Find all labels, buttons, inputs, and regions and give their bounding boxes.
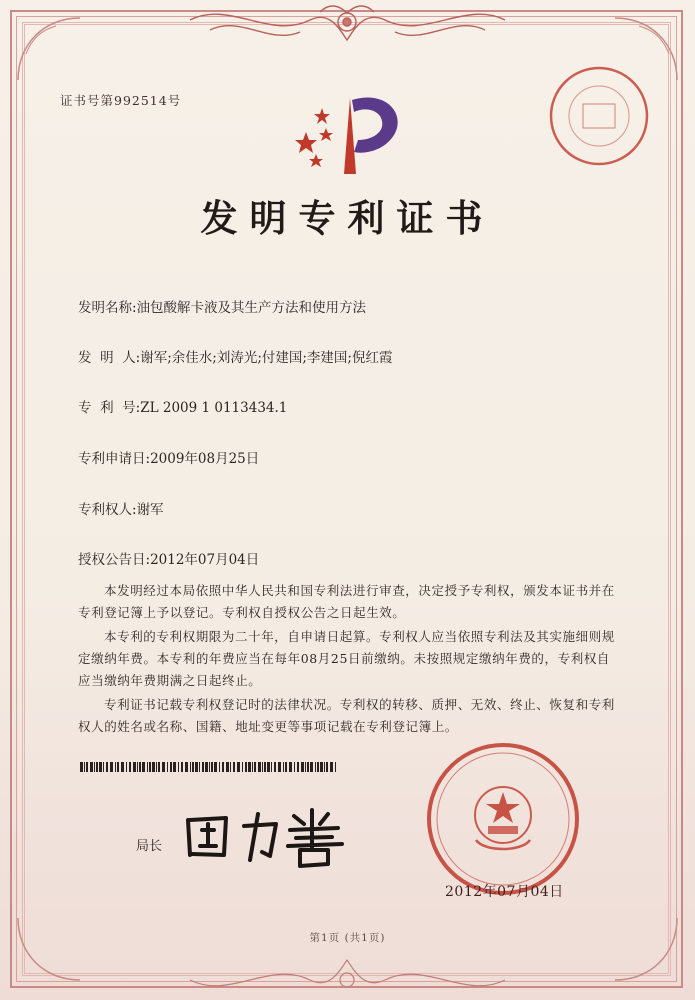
barcode-bar <box>86 762 88 772</box>
top-ornament <box>180 0 515 58</box>
seal-date: 2012年07月04日 <box>445 884 564 900</box>
field-grant-date <box>78 548 259 568</box>
barcode-bar <box>181 762 183 772</box>
field-application-date <box>78 447 259 467</box>
barcode-bar <box>147 762 148 772</box>
barcode-bar <box>214 762 217 772</box>
barcode-bar <box>173 762 176 772</box>
barcode-bar <box>278 762 281 772</box>
barcode-bar <box>254 762 256 772</box>
barcode-bar <box>252 762 253 772</box>
certificate-number: 证书号第992514号 <box>60 93 182 108</box>
field-value: 谢军 <box>136 502 164 518</box>
field-patent-number <box>78 396 287 416</box>
director-signature <box>178 800 358 870</box>
barcode-bar <box>202 762 204 772</box>
barcode-bar <box>90 762 93 772</box>
barcode-bar <box>129 762 131 772</box>
barcode-bar <box>301 762 304 772</box>
barcode-bar <box>110 762 113 772</box>
body-paragraph: 本专利的专利权期限为二十年，自申请日起算。专利权人应当依照专利法及其实施细则规定缴纳年费。本专利的年费应当在每年08月25日前缴纳。未按照规定缴纳年费的，专利权自应当缴纳年费期满之日起终止。 <box>78 629 615 688</box>
barcode-bar <box>285 762 287 772</box>
certificate-body <box>78 580 618 738</box>
barcode-bar <box>192 762 194 772</box>
barcode-bar <box>262 762 263 772</box>
barcode-bar <box>320 762 323 772</box>
barcode-bar <box>294 762 295 772</box>
corner-ornament-top-left <box>14 14 84 84</box>
barcode-bar <box>245 762 247 772</box>
barcode-bar <box>121 762 124 772</box>
barcode-bar <box>335 762 336 772</box>
page-number: 第1页 (共1页) <box>309 932 386 944</box>
barcode-bar <box>209 762 210 772</box>
barcode-bar <box>211 762 213 772</box>
barcode-bar <box>126 762 127 772</box>
barcode-bar <box>267 762 270 772</box>
barcode-bar <box>137 762 138 772</box>
barcode <box>80 762 340 772</box>
barcode-bar <box>158 762 160 772</box>
field-label: 专利权人: <box>78 502 137 518</box>
barcode-bar <box>199 762 200 772</box>
barcode-bar <box>149 762 151 772</box>
barcode-bar <box>99 762 102 772</box>
barcode-bar <box>117 762 119 772</box>
barcode-bar <box>190 762 191 772</box>
barcode-bar <box>305 762 306 772</box>
certificate-title: 发明专利证书 <box>200 196 495 240</box>
field-value: ZL 2009 1 0113434.1 <box>140 400 288 416</box>
field-patentee <box>78 498 164 518</box>
barcode-bar <box>271 762 272 772</box>
barcode-bar <box>106 762 108 772</box>
field-value: 谢军;余佳水;刘涛光;付建国;李建国;倪红霞 <box>140 350 393 366</box>
barcode-bar <box>170 762 172 772</box>
barcode-bar <box>96 762 98 772</box>
field-label: 专利申请日: <box>78 451 151 467</box>
field-value: 2012年07月04日 <box>150 552 260 568</box>
barcode-bar <box>152 762 155 772</box>
barcode-bar <box>103 762 104 772</box>
barcode-bar <box>315 762 316 772</box>
barcode-bar <box>230 762 231 772</box>
barcode-bar <box>226 762 229 772</box>
corner-ornament-bottom-left <box>14 914 84 984</box>
barcode-bar <box>115 762 116 772</box>
barcode-bar <box>185 762 188 772</box>
field-label: 授权公告日: <box>78 552 151 568</box>
barcode-bar <box>219 762 220 772</box>
barcode-bar <box>162 762 165 772</box>
field-inventors <box>78 346 392 366</box>
field-label: 发 明 人: <box>78 350 141 366</box>
barcode-bar <box>297 762 299 772</box>
barcode-bar <box>317 762 319 772</box>
field-label: 发明名称: <box>78 300 137 316</box>
barcode-bar <box>330 762 333 772</box>
bottom-ornament <box>180 944 515 1000</box>
barcode-bar <box>233 762 235 772</box>
barcode-bar <box>222 762 224 772</box>
barcode-bar <box>205 762 208 772</box>
field-value: 2009年08月25日 <box>150 451 260 467</box>
barcode-bar <box>142 762 145 772</box>
national-ipo-seal <box>424 740 582 898</box>
field-value: 油包酸解卡液及其生产方法和使用方法 <box>136 300 367 316</box>
barcode-bar <box>258 762 261 772</box>
field-label: 专 利 号: <box>78 400 141 416</box>
body-paragraph: 专利证书记载专利权登记时的法律状况。专利权的转移、质押、无效、终止、恢复和专利权人的姓名或名称、国籍、地址变更等事项记载在专利登记簿上。 <box>78 697 615 734</box>
registration-seal <box>547 64 651 168</box>
barcode-bar <box>242 762 243 772</box>
barcode-bar <box>195 762 198 772</box>
barcode-bar <box>133 762 136 772</box>
barcode-bar <box>274 762 276 772</box>
barcode-bar <box>237 762 240 772</box>
field-invention-name <box>78 296 366 316</box>
barcode-bar <box>310 762 313 772</box>
barcode-bar <box>324 762 325 772</box>
barcode-bar <box>326 762 328 772</box>
barcode-bar <box>94 762 95 772</box>
corner-ornament-bottom-right <box>611 914 681 984</box>
barcode-bar <box>307 762 309 772</box>
barcode-bar <box>283 762 284 772</box>
barcode-bar <box>80 762 83 772</box>
barcode-bar <box>84 762 85 772</box>
barcode-bar <box>178 762 179 772</box>
body-paragraph: 本发明经过本局依照中华人民共和国专利法进行审查，决定授予专利权，颁发本证书并在专利登记簿上予以登记。专利权自授权公告之日起生效。 <box>78 583 615 620</box>
barcode-bar <box>167 762 168 772</box>
barcode-bar <box>248 762 251 772</box>
barcode-bar <box>139 762 141 772</box>
patent-office-logo <box>292 78 412 182</box>
barcode-bar <box>289 762 292 772</box>
director-label: 局长 <box>136 839 163 854</box>
barcode-bar <box>264 762 266 772</box>
barcode-bar <box>156 762 157 772</box>
